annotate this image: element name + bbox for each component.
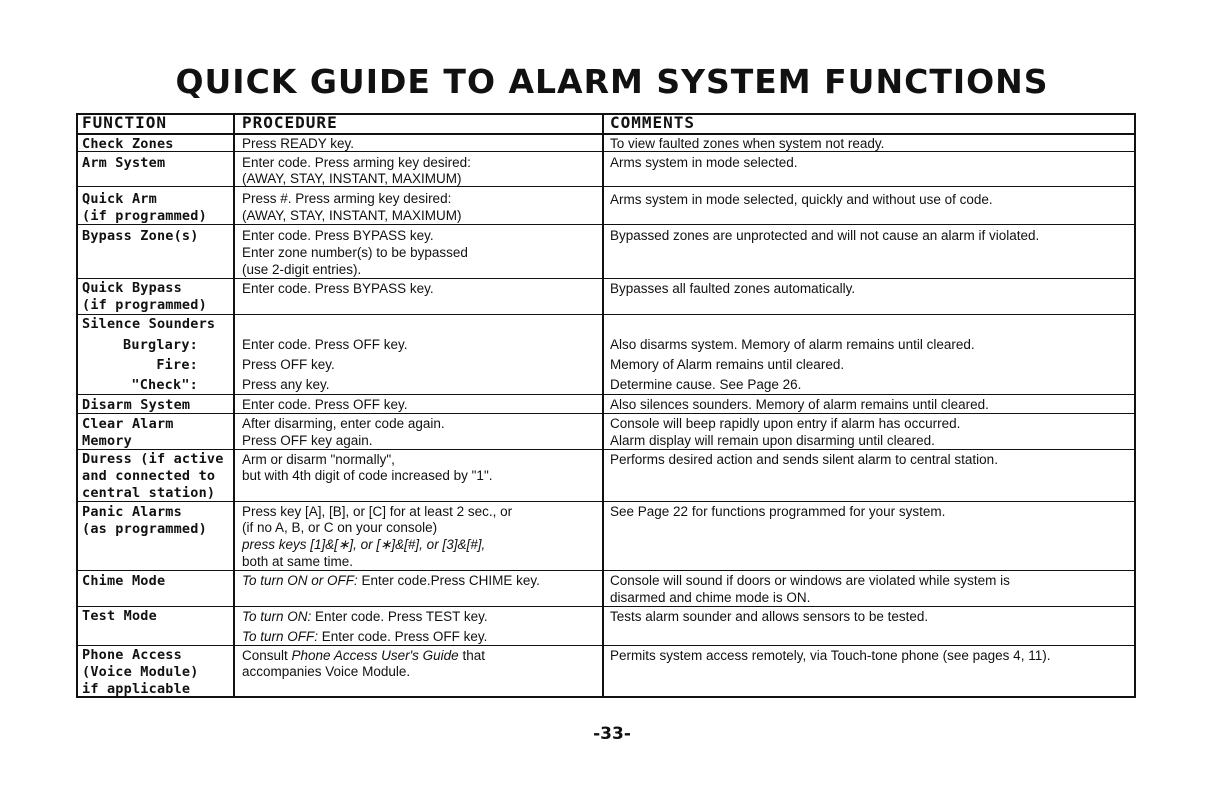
comment-text: See Page 22 for functions programmed for your system. [610,504,946,519]
function-label: Test Mode [82,608,157,624]
function-label: central station) [82,485,216,501]
function-label: Arm System [82,155,166,171]
procedure-text: (if no A, B, or C on your console) [242,520,438,535]
comment-text: Determine cause. See Page 26. [610,377,802,392]
sublabel-fire: Fire: [156,357,198,373]
comment-text: Console will beep rapidly upon entry if alarm has occurred. [610,416,961,431]
row-divider [76,501,1136,502]
comment-text: Tests alarm sounder and allows sensors to be tested. [610,609,929,624]
procedure-text: Enter code. Press arming key desired: [242,155,471,170]
function-label: Duress (if active [82,451,224,467]
comment-text: Permits system access remotely, via Touch-tone phone (see pages 4, 11). [610,648,1051,663]
comment-text: Arms system in mode selected. [610,155,798,170]
procedure-text: Arm or disarm "normally", [242,452,395,467]
procedure-text: Press OFF key. [242,357,335,372]
function-label: Panic Alarms [82,504,182,520]
comment-text: disarmed and chime mode is ON. [610,590,811,605]
comment-text: To view faulted zones when system not ready. [610,136,885,151]
comment-text: Also disarms system. Memory of alarm remains until cleared. [610,337,975,352]
function-label: Check Zones [82,136,174,152]
procedure-text: Press OFF key again. [242,433,373,448]
procedure-text: To turn ON: Enter code. Press TEST key. [242,609,488,624]
procedure-text: Enter code. Press OFF key. [242,337,408,352]
comment-text: Alarm display will remain upon disarming until cleared. [610,433,935,448]
function-label: Quick Bypass [82,280,182,296]
header-procedure: PROCEDURE [242,113,338,132]
row-divider [76,186,1136,187]
procedure-text: both at same time. [242,554,354,569]
table-border-top [76,113,1136,115]
procedure-text: Press READY key. [242,136,355,151]
procedure-text: Enter code. Press BYPASS key. [242,228,434,243]
row-divider [76,394,1136,395]
column-divider-procedure [602,113,604,698]
function-label: Memory [82,433,132,449]
procedure-text: (AWAY, STAY, INSTANT, MAXIMUM) [242,171,462,186]
row-divider [76,224,1136,225]
functions-table [76,113,1136,698]
function-label: (as programmed) [82,521,207,537]
procedure-text: Press any key. [242,377,330,392]
comment-text: Arms system in mode selected, quickly and without use of code. [610,192,993,207]
procedure-text: Consult Phone Access User's Guide that [242,648,485,663]
sublabel-burglary: Burglary: [123,337,198,353]
function-label: Quick Arm [82,191,157,207]
comment-text: Bypasses all faulted zones automatically. [610,281,856,296]
procedure-text: Enter zone number(s) to be bypassed [242,245,468,260]
function-label: Phone Access [82,647,182,663]
row-divider [76,570,1136,571]
column-divider-function [233,113,235,698]
function-label: Silence Sounders [82,316,216,332]
table-border-left [76,113,78,698]
row-divider [76,413,1136,414]
table-border-right [1134,113,1136,698]
function-label: (if programmed) [82,208,207,224]
procedure-text: accompanies Voice Module. [242,664,411,679]
row-divider [76,151,1136,152]
row-divider [76,449,1136,450]
function-label: (Voice Module) [82,664,199,680]
function-label: Chime Mode [82,573,166,589]
comment-text: Bypassed zones are unprotected and will not cause an alarm if violated. [610,228,1040,243]
row-divider [76,278,1136,279]
row-divider [76,314,1136,315]
function-label: (if programmed) [82,297,207,313]
table-border-bottom [76,696,1136,698]
procedure-text: (AWAY, STAY, INSTANT, MAXIMUM) [242,208,462,223]
procedure-text: Press #. Press arming key desired: [242,191,452,206]
header-comments: COMMENTS [610,113,696,132]
row-divider [76,645,1136,646]
header-function: FUNCTION [82,113,168,132]
function-label: Clear Alarm [82,416,174,432]
procedure-text: Enter code. Press OFF key. [242,397,408,412]
procedure-text: After disarming, enter code again. [242,416,445,431]
procedure-text: To turn ON or OFF: Enter code.Press CHIME key. [242,573,540,588]
procedure-text: Press key [A], [B], or [C] for at least 2 sec., or [242,504,513,519]
procedure-text: but with 4th digit of code increased by "1". [242,468,493,483]
procedure-text: Enter code. Press BYPASS key. [242,281,434,296]
comment-text: Performs desired action and sends silent alarm to central station. [610,452,998,467]
function-label: Bypass Zone(s) [82,228,199,244]
comment-text: Also silences sounders. Memory of alarm remains until cleared. [610,397,989,412]
row-divider [76,606,1136,607]
procedure-text: (use 2-digit entries). [242,262,362,277]
page-title: QUICK GUIDE TO ALARM SYSTEM FUNCTIONS [175,62,1049,101]
comment-text: Memory of Alarm remains until cleared. [610,357,845,372]
procedure-text: To turn OFF: Enter code. Press OFF key. [242,629,488,644]
header-divider [76,133,1136,135]
function-label: if applicable [82,681,191,697]
function-label: Disarm System [82,397,191,413]
comment-text: Console will sound if doors or windows are violated while system is [610,573,1010,588]
procedure-text: press keys [1]&[∗], or [∗]&[#], or [3]&[#], [242,537,486,552]
sublabel-check: "Check": [131,377,198,393]
function-label: and connected to [82,468,216,484]
page-number: -33- [593,724,631,744]
